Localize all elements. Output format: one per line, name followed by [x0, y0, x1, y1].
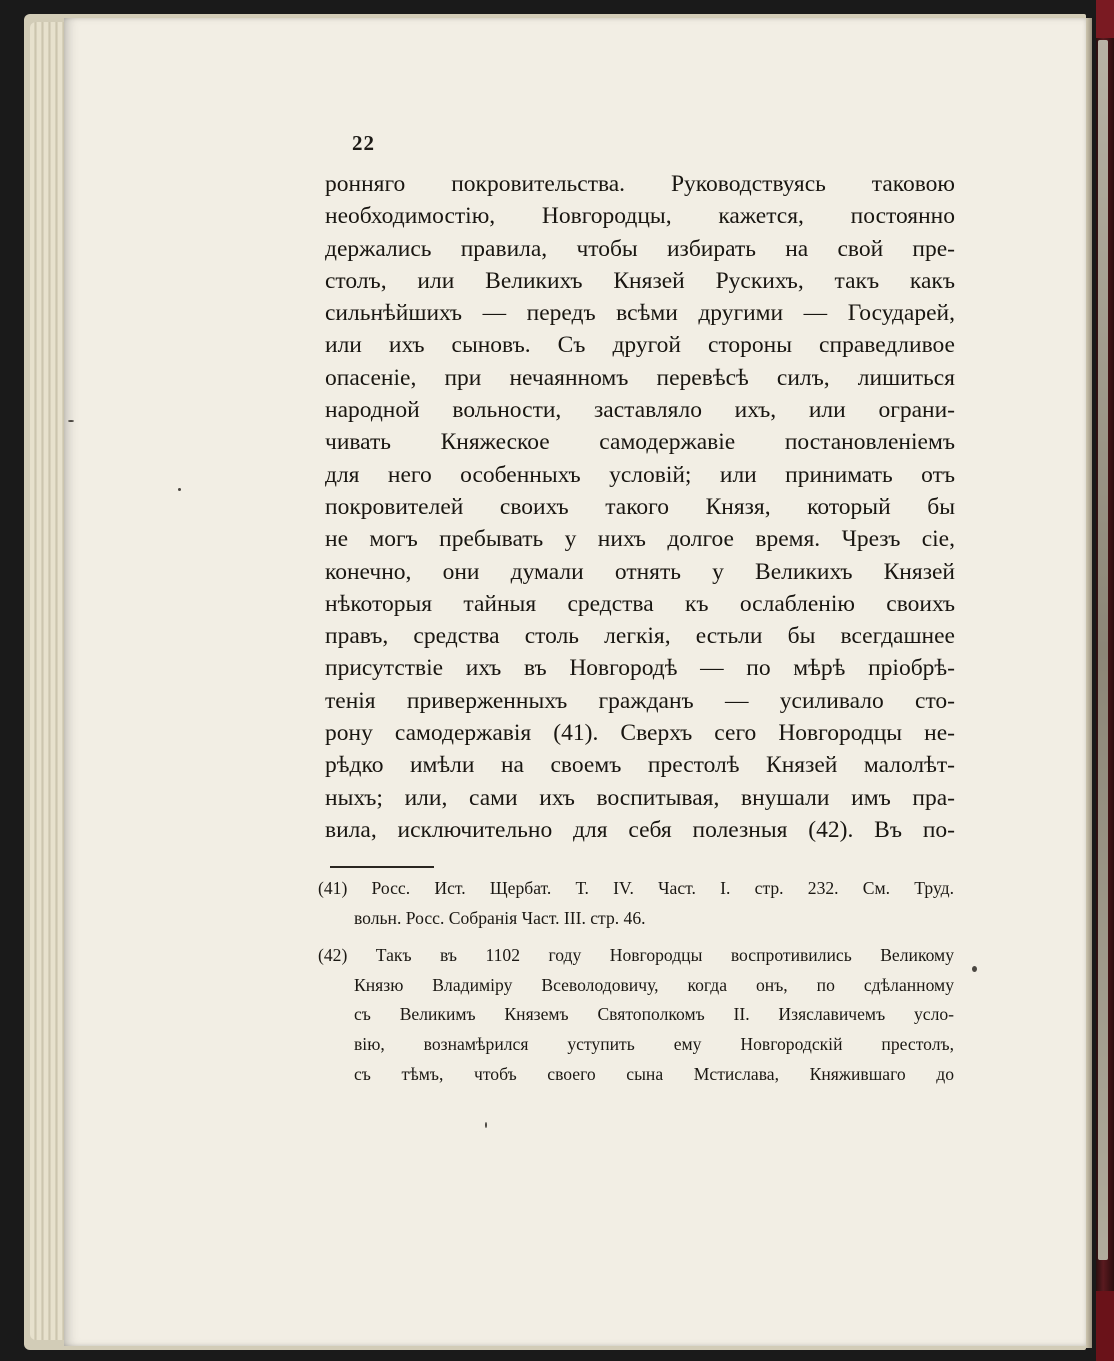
body-line: ныхъ; или, сами ихъ воспитывая, внушали имъ пра- — [325, 784, 955, 811]
body-line: сильнѣйшихъ — передъ всѣми другими — Государей, — [325, 300, 955, 327]
body-line: рѣдко имѣли на своемъ престолѣ Князей малолѣт- — [325, 752, 955, 779]
body-line: столъ, или Великихъ Князей Рускихъ, такъ какъ — [325, 267, 955, 294]
footnote-42-line: Князю Владиміру Всеволодовичу, когда онъ, по сдѣланному — [354, 974, 954, 995]
body-text — [325, 168, 955, 846]
footnote-42-line: съ Великимъ Княземъ Святополкомъ II. Изяславичемъ усло- — [354, 1004, 954, 1025]
footnote-41-line: (41) Росс. Ист. Щербат. Т. IV. Част. I. стр. 232. См. Труд. — [318, 878, 954, 898]
body-line: нѣкоторыя тайныя средства къ ослабленію своихъ — [325, 590, 955, 617]
footnote-42-line: вію, вознамѣрился уступить ему Новгородскій престолъ, — [354, 1033, 954, 1054]
body-line: ронняго покровительства. Руководствуясь таковою — [325, 171, 955, 197]
footnote-separator — [330, 866, 434, 868]
body-line: для него особенныхъ условій; или принимать отъ — [325, 461, 955, 488]
body-line: опасеніе, при нечаянномъ перевѣсѣ силъ, лишиться — [325, 364, 955, 391]
body-line: чивать Княжеское самодержавіе постановленіемъ — [325, 429, 955, 456]
paper-speck — [485, 1122, 487, 1128]
body-line: народной вольности, заставляло ихъ, или ограни- — [325, 397, 955, 424]
paper-speck — [178, 488, 181, 491]
footnote-42-line: съ тѣмъ, чтобъ своего сына Мстислава, Княжившаго до — [354, 1063, 954, 1084]
footnote-41-line: вольн. Росс. Собранія Част. III. стр. 46. — [354, 907, 646, 928]
cover-corner-top — [1096, 0, 1114, 38]
body-line: присутствіе ихъ въ Новгородѣ — по мѣрѣ пріобрѣ- — [325, 655, 955, 682]
paper-speck — [972, 966, 977, 972]
body-line: конечно, они думали отнять у Великихъ Князей — [325, 558, 955, 585]
body-line: не могъ пребывать у нихъ долгое время. Чрезъ сіе, — [325, 526, 955, 553]
book-cover-edge — [1096, 0, 1114, 1361]
footnotes — [318, 874, 954, 1089]
page-number: 22 — [352, 131, 375, 155]
body-line: покровителей своихъ такого Князя, который бы — [325, 493, 955, 520]
body-line: вила, исключительно для себя полезныя (42). Въ по- — [325, 816, 955, 843]
footnote-42-line: (42) Такъ въ 1102 году Новгородцы воспротивились Великому — [318, 945, 954, 966]
body-line: необходимостію, Новгородцы, кажется, постоянно — [325, 203, 955, 230]
body-line: тенія приверженныхъ гражданъ — усиливало сто- — [325, 687, 955, 714]
page-fore-edge — [1086, 18, 1092, 1348]
body-line: рону самодержавія (41). Сверхъ сего Новгородцы не- — [325, 720, 955, 747]
cover-label-strip — [1098, 40, 1108, 1260]
paper-speck — [68, 420, 74, 422]
cover-corner-bottom — [1096, 1291, 1114, 1361]
body-line: держались правила, чтобы избирать на свой пре- — [325, 235, 955, 262]
body-line: правъ, средства столь легкія, естьли бы всегдашнее — [325, 623, 955, 650]
body-line: или ихъ сыновъ. Съ другой стороны справедливое — [325, 332, 955, 359]
